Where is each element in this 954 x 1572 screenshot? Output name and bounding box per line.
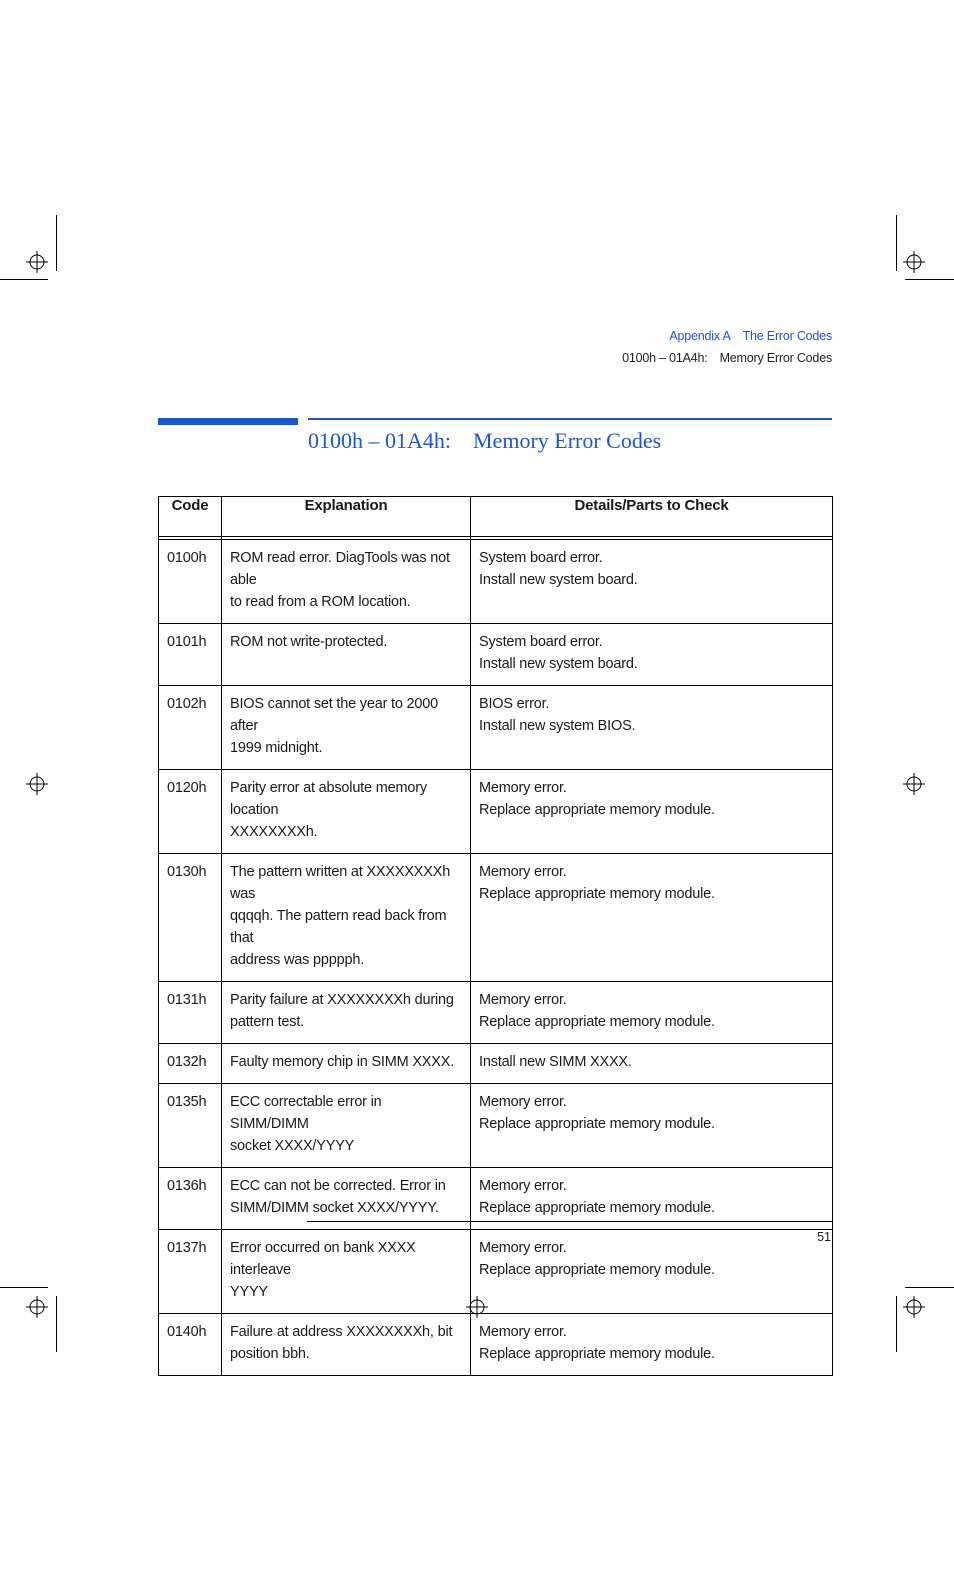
cell-code: 0102h	[159, 686, 222, 770]
crop-mark	[0, 279, 48, 280]
details-line: Replace appropriate memory module.	[479, 1346, 715, 1362]
table-row	[159, 1230, 833, 1314]
column-header-explanation: Explanation	[222, 497, 471, 537]
cell-details	[471, 982, 833, 1044]
explanation-line: XXXXXXXXh.	[230, 824, 318, 840]
details-line: Install new system BIOS.	[479, 718, 636, 734]
details-line: Replace appropriate memory module.	[479, 1262, 715, 1278]
details-line: Memory error.	[479, 864, 567, 880]
crop-mark	[896, 1296, 897, 1352]
registration-mark-icon	[26, 251, 48, 273]
explanation-line: BIOS cannot set the year to 2000 after	[230, 696, 439, 734]
cell-explanation	[222, 1314, 471, 1376]
cell-code: 0101h	[159, 624, 222, 686]
cell-code: 0132h	[159, 1044, 222, 1084]
cell-code: 0100h	[159, 540, 222, 624]
cell-details	[471, 1084, 833, 1168]
details-line: Replace appropriate memory module.	[479, 886, 715, 902]
details-line: Memory error.	[479, 1240, 567, 1256]
explanation-line: pattern test.	[230, 1014, 304, 1030]
table-row	[159, 854, 833, 982]
running-header-chapter	[669, 329, 832, 343]
cell-explanation	[222, 1084, 471, 1168]
title-accent-bar	[158, 418, 298, 425]
cell-explanation	[222, 854, 471, 982]
explanation-line: 1999 midnight.	[230, 740, 323, 756]
cell-explanation	[222, 624, 471, 686]
explanation-line: ECC correctable error in SIMM/DIMM	[230, 1094, 382, 1132]
explanation-line: SIMM/DIMM socket XXXX/YYYY.	[230, 1200, 439, 1216]
page-title	[308, 428, 661, 454]
running-header-section-title: Memory Error Codes	[719, 351, 832, 365]
running-header-section	[622, 351, 832, 365]
explanation-line: address was ppppph.	[230, 952, 365, 968]
table-header-row	[159, 497, 833, 537]
details-line: Memory error.	[479, 1178, 567, 1194]
title-rule	[308, 418, 832, 420]
running-header-range: 0100h – 01A4h:	[622, 351, 708, 365]
cell-code: 0136h	[159, 1168, 222, 1230]
table-row	[159, 540, 833, 624]
crop-mark	[905, 1287, 954, 1288]
registration-mark-icon	[26, 773, 48, 795]
cell-explanation	[222, 770, 471, 854]
details-line: Memory error.	[479, 1094, 567, 1110]
cell-details	[471, 540, 833, 624]
running-header-appendix: Appendix A	[669, 329, 731, 343]
cell-code: 0120h	[159, 770, 222, 854]
table-row	[159, 982, 833, 1044]
explanation-line: socket XXXX/YYYY	[230, 1138, 355, 1154]
cell-explanation	[222, 686, 471, 770]
details-line: System board error.	[479, 550, 603, 566]
details-line: Replace appropriate memory module.	[479, 802, 715, 818]
explanation-line: The pattern written at XXXXXXXXh was	[230, 864, 451, 902]
crop-mark	[905, 279, 954, 280]
details-line: Memory error.	[479, 992, 567, 1008]
cell-details	[471, 770, 833, 854]
registration-mark-icon	[903, 1296, 925, 1318]
cell-explanation	[222, 1230, 471, 1314]
page-title-range: 0100h – 01A4h:	[308, 428, 451, 453]
table-row	[159, 1084, 833, 1168]
cell-explanation	[222, 982, 471, 1044]
details-line: System board error.	[479, 634, 603, 650]
crop-mark	[56, 215, 57, 271]
registration-mark-icon	[903, 773, 925, 795]
column-header-code: Code	[159, 497, 222, 537]
explanation-line: YYYY	[230, 1284, 268, 1300]
table-row	[159, 686, 833, 770]
cell-explanation	[222, 540, 471, 624]
details-line: Memory error.	[479, 780, 567, 796]
cell-code: 0131h	[159, 982, 222, 1044]
details-line: Memory error.	[479, 1324, 567, 1340]
cell-details	[471, 1230, 833, 1314]
cell-code: 0137h	[159, 1230, 222, 1314]
page-title-text: Memory Error Codes	[473, 428, 662, 453]
explanation-line: Parity error at absolute memory location	[230, 780, 427, 818]
error-codes-table	[158, 496, 833, 1376]
details-line: Install new SIMM XXXX.	[479, 1054, 632, 1070]
registration-mark-icon	[903, 251, 925, 273]
explanation-line: ECC can not be corrected. Error in	[230, 1178, 446, 1194]
cell-code: 0140h	[159, 1314, 222, 1376]
explanation-line: Failure at address XXXXXXXXh, bit	[230, 1324, 453, 1340]
cell-details	[471, 686, 833, 770]
table-row	[159, 770, 833, 854]
details-line: Replace appropriate memory module.	[479, 1014, 715, 1030]
crop-mark	[56, 1296, 57, 1352]
explanation-line: Error occurred on bank XXXX interleave	[230, 1240, 416, 1278]
details-line: Install new system board.	[479, 572, 638, 588]
details-line: Install new system board.	[479, 656, 638, 672]
explanation-line: ROM read error. DiagTools was not able	[230, 550, 450, 588]
cell-details	[471, 854, 833, 982]
cell-details	[471, 1044, 833, 1084]
explanation-line: ROM not write-protected.	[230, 634, 388, 650]
cell-details	[471, 1314, 833, 1376]
explanation-line: Faulty memory chip in SIMM XXXX.	[230, 1054, 455, 1070]
cell-details	[471, 624, 833, 686]
table-row	[159, 1044, 833, 1084]
explanation-line: qqqqh. The pattern read back from that	[230, 908, 447, 946]
table-row	[159, 624, 833, 686]
explanation-line: position bbh.	[230, 1346, 310, 1362]
page-number: 51	[817, 1230, 831, 1244]
explanation-line: Parity failure at XXXXXXXXh during	[230, 992, 454, 1008]
details-line: BIOS error.	[479, 696, 550, 712]
cell-code: 0135h	[159, 1084, 222, 1168]
table-row	[159, 1314, 833, 1376]
registration-mark-icon	[26, 1296, 48, 1318]
cell-explanation	[222, 1044, 471, 1084]
details-line: Replace appropriate memory module.	[479, 1116, 715, 1132]
details-line: Replace appropriate memory module.	[479, 1200, 715, 1216]
crop-mark	[0, 1287, 48, 1288]
explanation-line: to read from a ROM location.	[230, 594, 411, 610]
column-header-details: Details/Parts to Check	[471, 497, 833, 537]
crop-mark	[896, 215, 897, 271]
running-header-chapter-title: The Error Codes	[742, 329, 832, 343]
footer-rule	[307, 1221, 832, 1222]
cell-code: 0130h	[159, 854, 222, 982]
